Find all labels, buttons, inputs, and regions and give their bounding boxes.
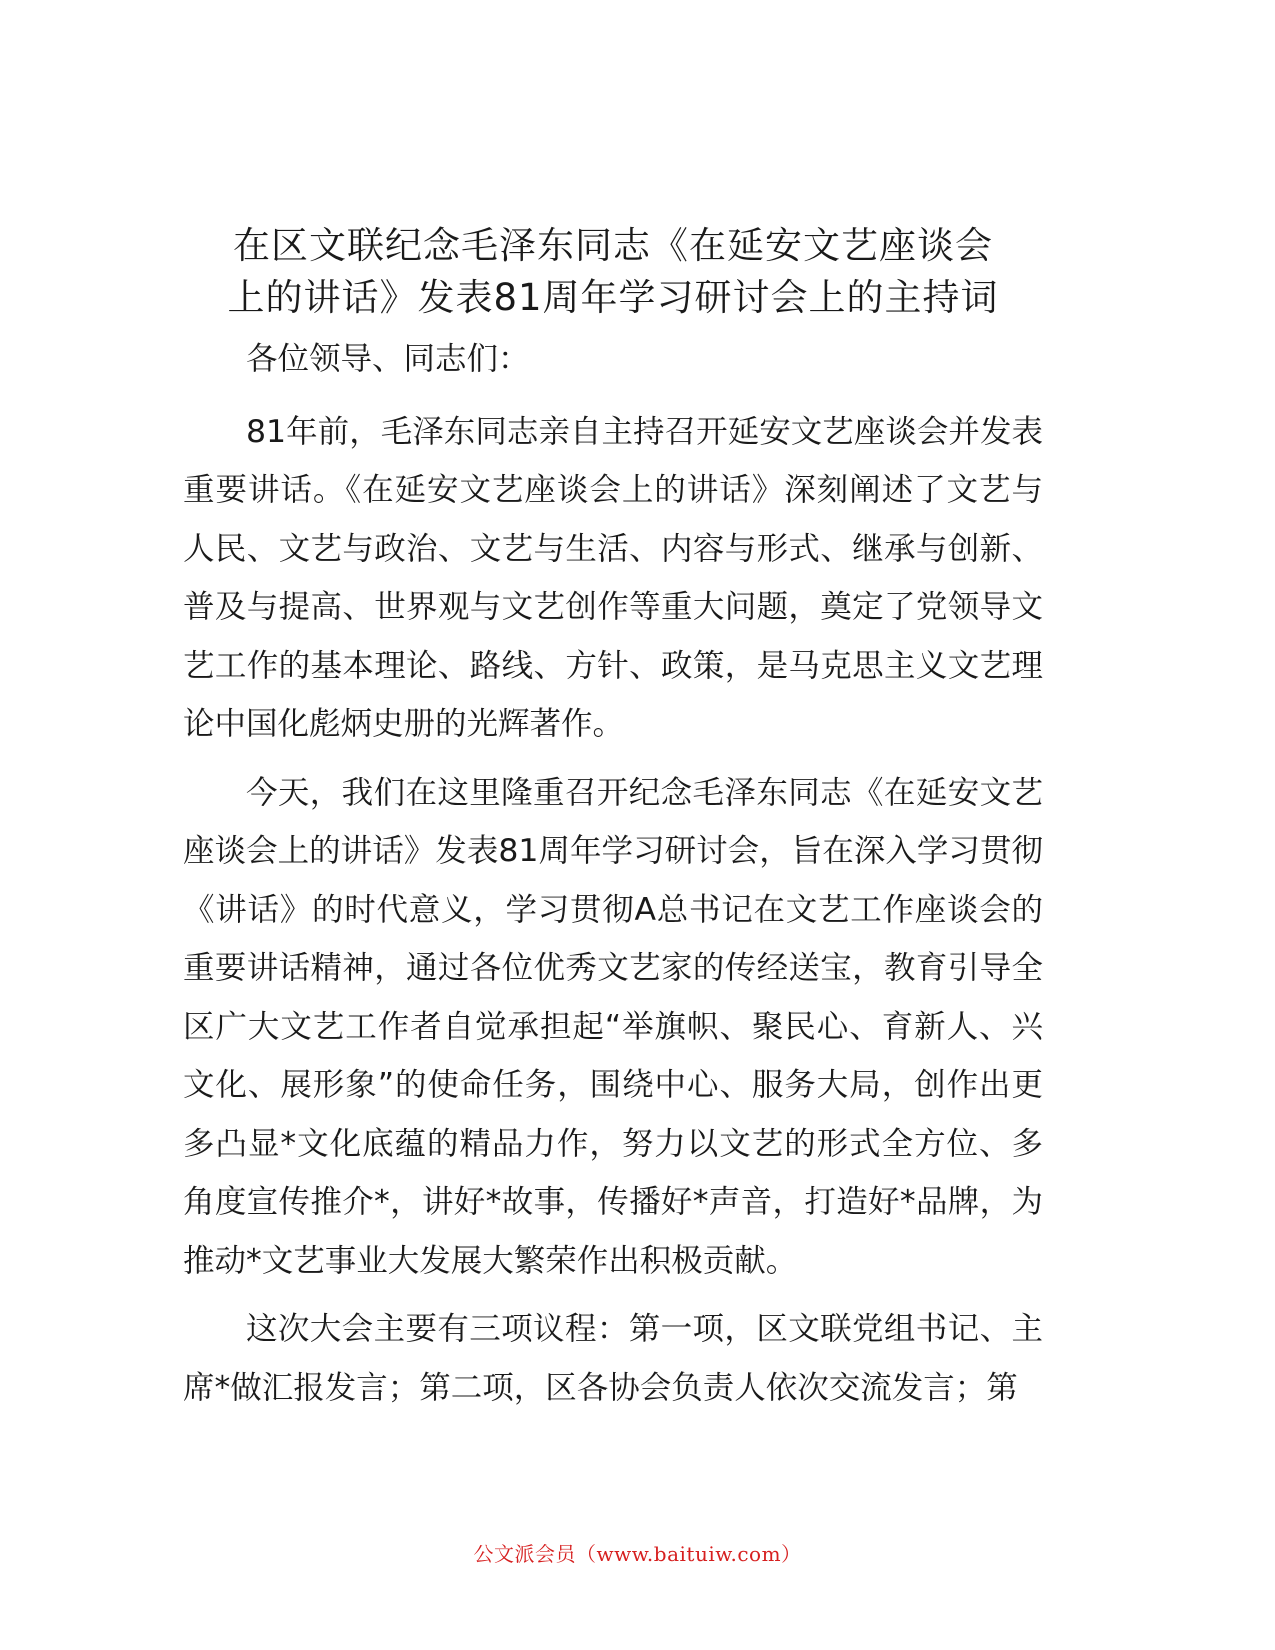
salutation: 各位领导、同志们： bbox=[246, 341, 530, 377]
document-body bbox=[183, 220, 1043, 1417]
paragraph-2: 今天，我们在这里隆重召开纪念毛泽东同志《在延安文艺座谈会上的讲话》发表81周年学习研讨会，旨在深入学习贯彻《讲话》的时代意义，学习贯彻A总书记在文艺工作座谈会的重要讲话精神，通过各位优秀文艺家的传经送宝，教育引导全区广大文艺工作者自觉承担起“举旗帜、聚民心、育新人、兴文化、展形象”的使命任务，围绕中心、服务大局，创作出更多凸显*文化底蕴的精品力作，努力以文艺的形式全方位、多角度宣传推介*，讲好*故事，传播好*声音，打造好*品牌，为推动*文艺事业大发展大繁荣作出积极贡献。 bbox=[183, 774, 1043, 1279]
title-line-2: 上的讲话》发表81周年学习研讨会上的主持词 bbox=[227, 276, 999, 319]
footer-watermark: 公文派会员（www.baituiw.com） bbox=[473, 1542, 802, 1566]
title-line-1: 在区文联纪念毛泽东同志《在延安文艺座谈会 bbox=[233, 224, 993, 267]
document-title bbox=[183, 220, 1043, 324]
paragraph-3: 这次大会主要有三项议程：第一项，区文联党组书记、主席*做汇报发言；第二项，区各协会负责人依次交流发言；第 bbox=[183, 1311, 1043, 1406]
paragraph-1: 81年前，毛泽东同志亲自主持召开延安文艺座谈会并发表重要讲话。《在延安文艺座谈会上的讲话》深刻阐述了文艺与人民、文艺与政治、文艺与生活、内容与形式、继承与创新、普及与提高、世界观与文艺创作等重大问题，奠定了党领导文艺工作的基本理论、路线、方针、政策，是马克思主义文艺理论中国化彪炳史册的光辉著作。 bbox=[183, 413, 1043, 742]
